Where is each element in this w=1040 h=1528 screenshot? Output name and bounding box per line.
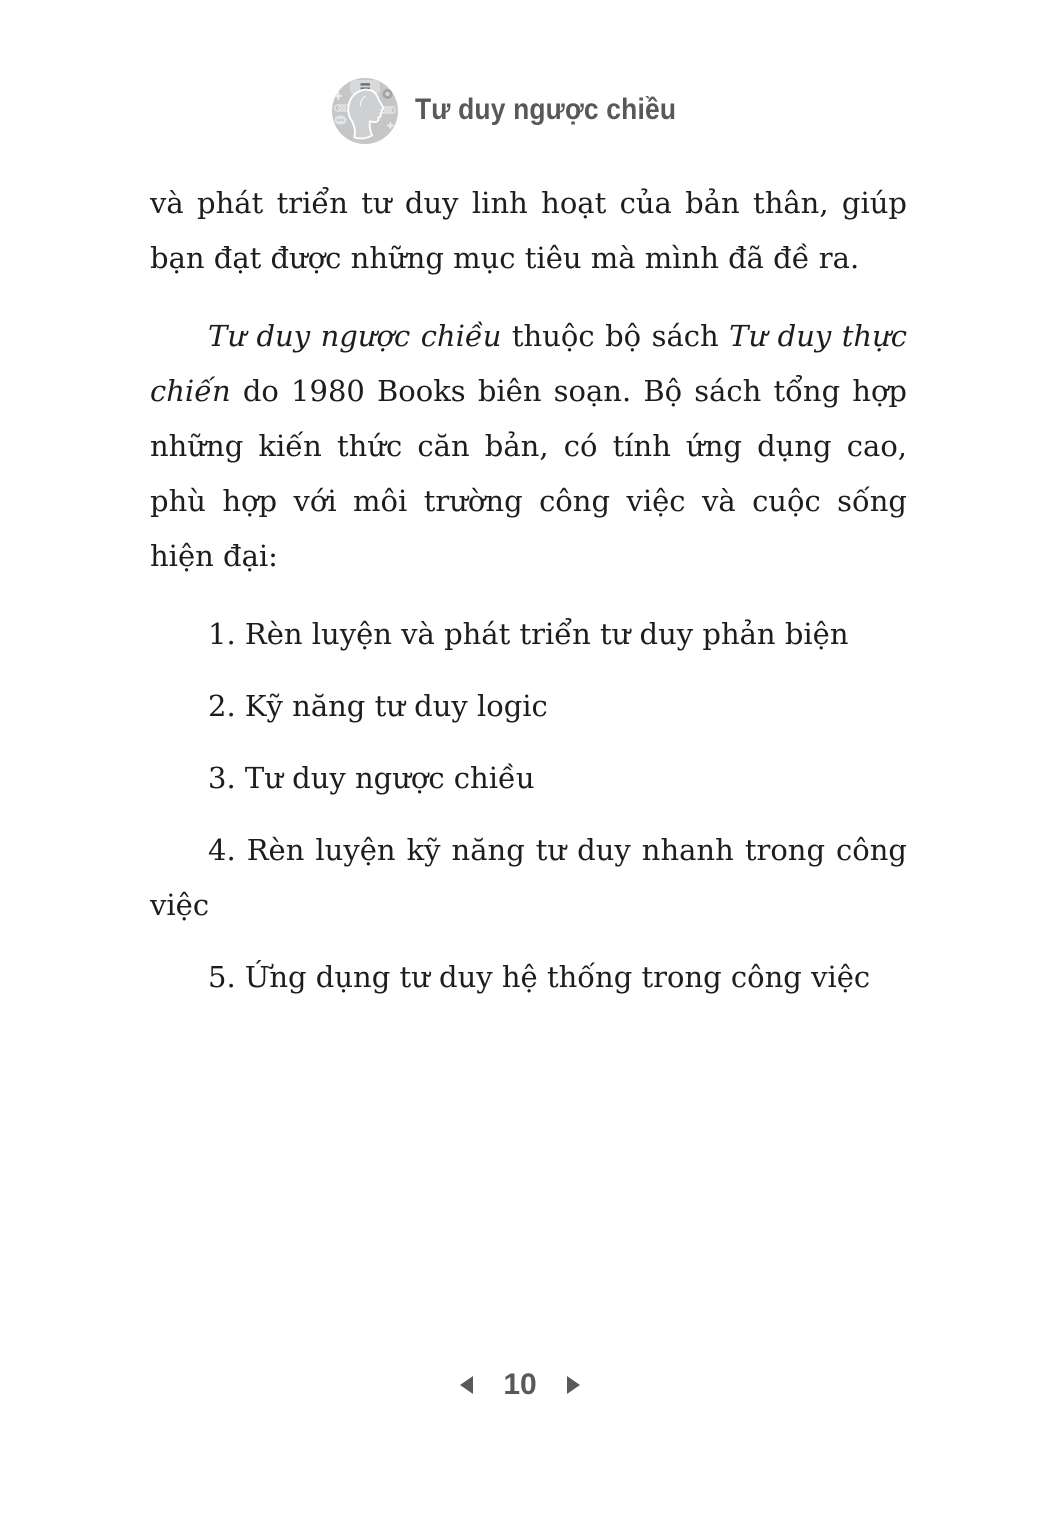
paragraph-text: thuộc bộ sách [501,319,730,353]
list-item: 2. Kỹ năng tư duy logic [208,689,548,723]
list-item: 4. Rèn luyện kỹ năng tư duy nhanh trong công việc [150,833,907,922]
paragraph-text: do 1980 Books biên soạn. Bộ sách tổng hợp những kiến thức căn bản, có tính ứng dụng cao, phù hợp với môi trường công việc và cuộc sống hiện đại: [150,374,907,573]
book-title-italic: Tư duy ngược chiều [208,319,502,353]
series-title-italic: Tư duy thực chiến [150,319,907,408]
list-item: 1. Rèn luyện và phát triển tư duy phản biện [208,617,849,651]
page-header [331,76,712,144]
page-number: 10 [503,1368,537,1401]
list-item: 3. Tư duy ngược chiều [208,761,535,795]
page-body [150,176,907,1022]
page-title: Tư duy ngược chiều [415,93,677,126]
paragraph: và phát triển tư duy linh hoạt của bản thân, giúp bạn đạt được những mục tiêu mà mình đã đề ra. [150,186,907,275]
right-arrow-icon [567,1376,580,1394]
left-arrow-icon [460,1376,473,1394]
list-item: 5. Ứng dụng tư duy hệ thống trong công việc [208,960,871,994]
page-footer [0,1367,1040,1403]
paragraph [150,309,907,584]
thinking-head-profile-icon [331,76,399,144]
